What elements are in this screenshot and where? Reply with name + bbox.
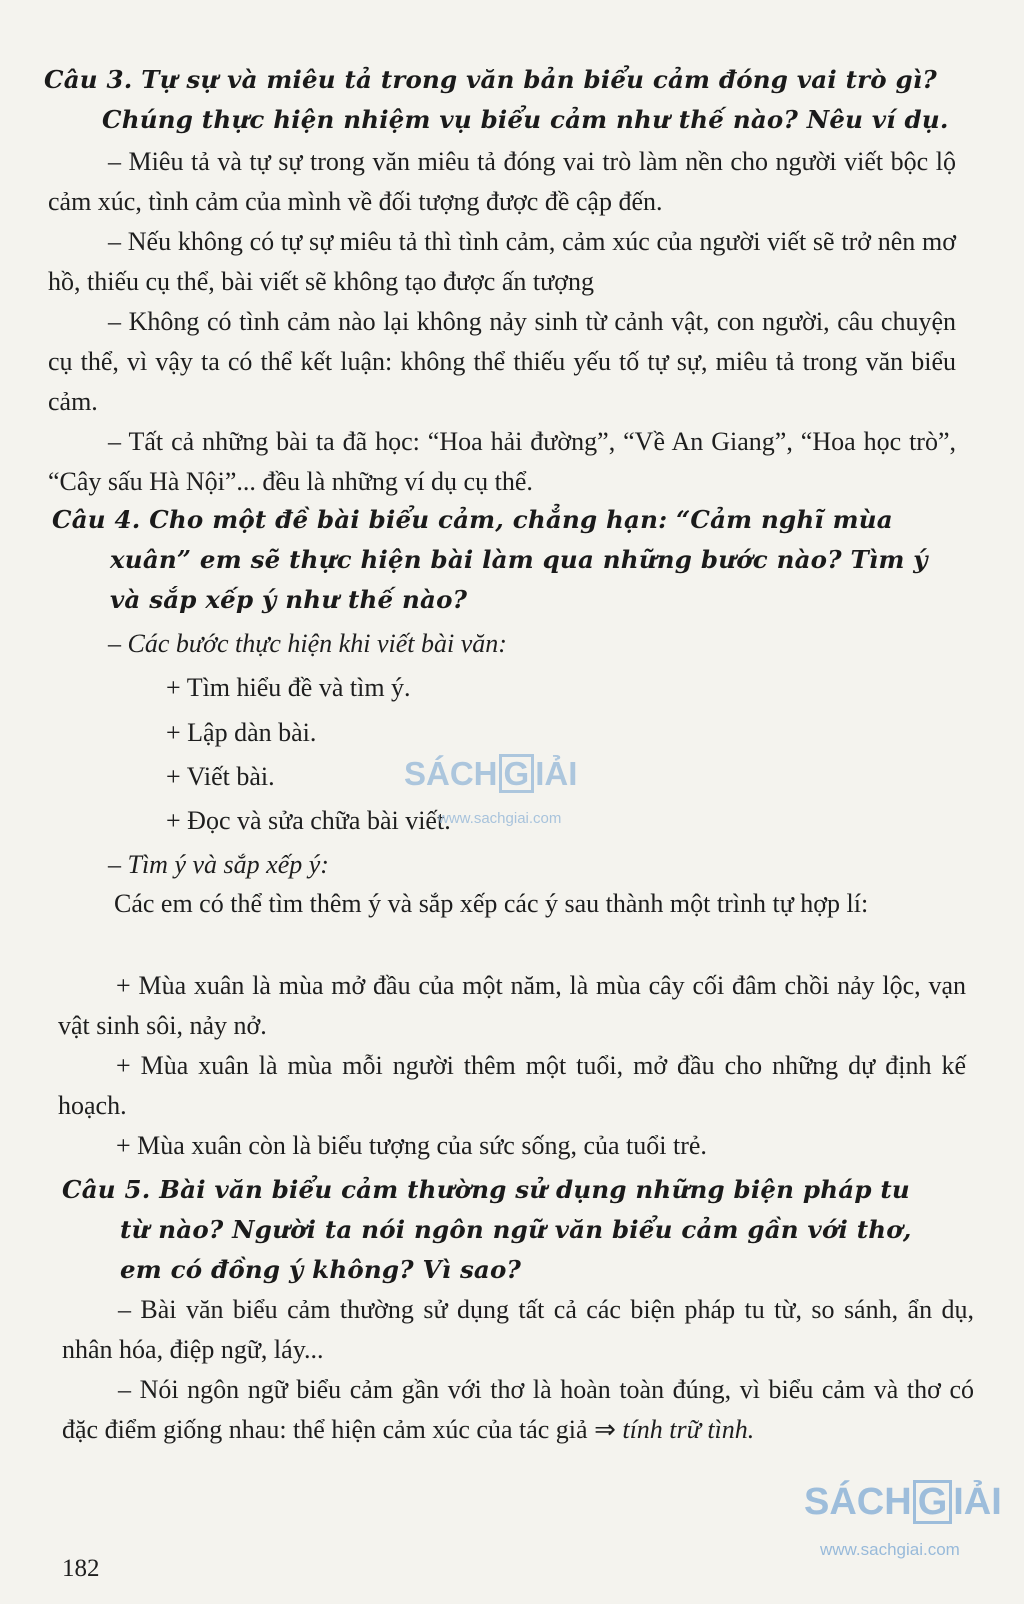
question-5-line-3: em có đồng ý không? Vì sao? [120,1255,522,1284]
question-4-line-2: xuân” em sẽ thực hiện bài làm qua những bước nào? Tìm ý [110,545,928,574]
idea-item: + Mùa xuân là mùa mỗi người thêm một tuổi, mở đầu cho những dự định kế hoạch. [58,1051,966,1120]
question-4-line-1: Câu 4. Cho một đề bài biểu cảm, chẳng hạn: “Cảm nghĩ mùa [52,505,893,534]
watermark-corner-box: G [913,1480,953,1524]
watermark-center-url: www.sachgiai.com [438,810,562,827]
watermark-corner [804,1480,1002,1524]
question-4-line-3: và sắp xếp ý như thế nào? [110,585,468,614]
idea-item: + Mùa xuân là mùa mở đầu của một năm, là mùa cây cối đâm chồi nảy lộc, vạn vật sinh sôi, nảy nở. [58,971,966,1040]
question-5-line-1: Câu 5. Bài văn biểu cảm thường sử dụng những biện pháp tu [62,1175,910,1204]
step-item: + Lập dàn bài. [166,718,317,747]
watermark-center-right: IẢI [535,754,578,792]
steps-heading: – Các bước thực hiện khi viết bài văn: [108,629,507,658]
idea-item: + Mùa xuân còn là biểu tượng của sức sống, của tuổi trẻ. [116,1131,707,1160]
step-item: + Đọc và sửa chữa bài viết. [166,806,451,835]
question-3-heading [44,60,974,140]
watermark-corner-url: www.sachgiai.com [820,1540,960,1559]
question-5-answer-1: – Bài văn biểu cảm thường sử dụng tất cả các biện pháp tu từ, so sánh, ẩn dụ, nhân hóa, điệp ngữ, láy... [62,1295,974,1364]
question-5-answer-2-italic: tính trữ tình. [622,1415,755,1444]
watermark-center-box: G [499,754,535,793]
ideas-intro: Các em có thể tìm thêm ý và sắp xếp các ý sau thành một trình tự hợp lí: [114,889,869,918]
question-3-line-1: Câu 3. Tự sự và miêu tả trong văn bản biểu cảm đóng vai trò gì? [44,65,937,94]
question-3-answer-2: – Nếu không có tự sự miêu tả thì tình cảm, cảm xúc của người viết sẽ trở nên mơ hồ, thiếu cụ thể, bài viết sẽ không tạo được ấn tượng [48,227,956,296]
question-3-answer-3: – Không có tình cảm nào lại không nảy sinh từ cảnh vật, con người, câu chuyện cụ thể, vì vậy ta có thể kết luận: không thể thiếu yếu tố tự sự, miêu tả trong văn biểu cảm. [48,307,956,416]
question-3-answer-4: – Tất cả những bài ta đã học: “Hoa hải đường”, “Về An Giang”, “Hoa học trò”, “Cây sấu Hà Nội”... đều là những ví dụ cụ thể. [48,427,956,496]
question-3-line-2: Chúng thực hiện nhiệm vụ biểu cảm như thế nào? Nêu ví dụ. [102,105,949,134]
page-number: 182 [62,1555,100,1582]
question-4-heading [52,500,972,620]
watermark-center [404,754,577,793]
step-item: + Viết bài. [166,762,275,791]
question-5-answer-2 [62,1370,974,1450]
question-3-answer-1: – Miêu tả và tự sự trong văn miêu tả đóng vai trò làm nền cho người viết bộc lộ cảm xúc, tình cảm của mình về đối tượng được đề cập đến. [48,147,956,216]
watermark-center-left: SÁCH [404,754,498,792]
question-5-heading [62,1170,977,1290]
watermark-corner-left: SÁCH [804,1480,912,1523]
watermark-corner-right: IẢI [953,1480,1002,1523]
ideas-heading: – Tìm ý và sắp xếp ý: [108,850,329,879]
question-5-answer-2-text: – Nói ngôn ngữ biểu cảm gần với thơ là hoàn toàn đúng, vì biểu cảm và thơ có đặc điểm giống nhau: thể hiện cảm xúc của tác giả ⇒ [62,1375,974,1444]
step-item: + Tìm hiểu đề và tìm ý. [166,673,411,702]
question-5-line-2: từ nào? Người ta nói ngôn ngữ văn biểu cảm gần với thơ, [120,1215,912,1244]
